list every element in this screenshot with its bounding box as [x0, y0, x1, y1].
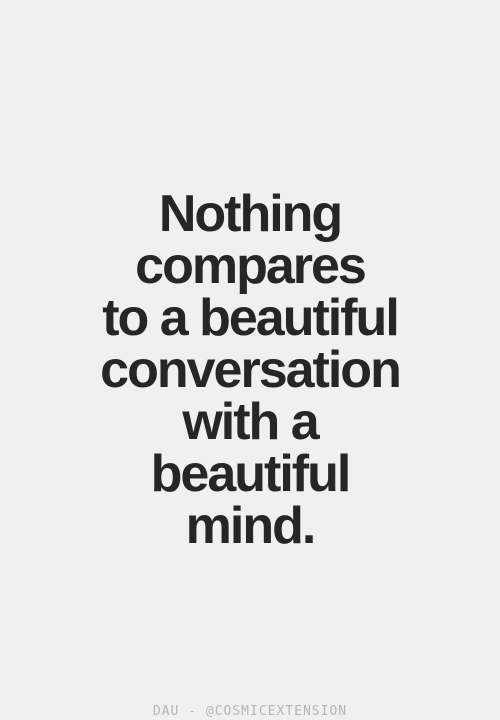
quote-line: beautiful [150, 445, 350, 503]
quote-text [0, 185, 500, 555]
quote-line: Nothing [158, 185, 342, 243]
credit-watermark: DAU - @COSMICEXTENSION [152, 704, 348, 719]
quote-line: conversation [100, 341, 400, 399]
quote-line: with a [182, 393, 318, 451]
quote-line: to a beautiful [102, 289, 398, 347]
quote-line: compares [135, 237, 365, 295]
quote-line: mind. [185, 497, 315, 555]
